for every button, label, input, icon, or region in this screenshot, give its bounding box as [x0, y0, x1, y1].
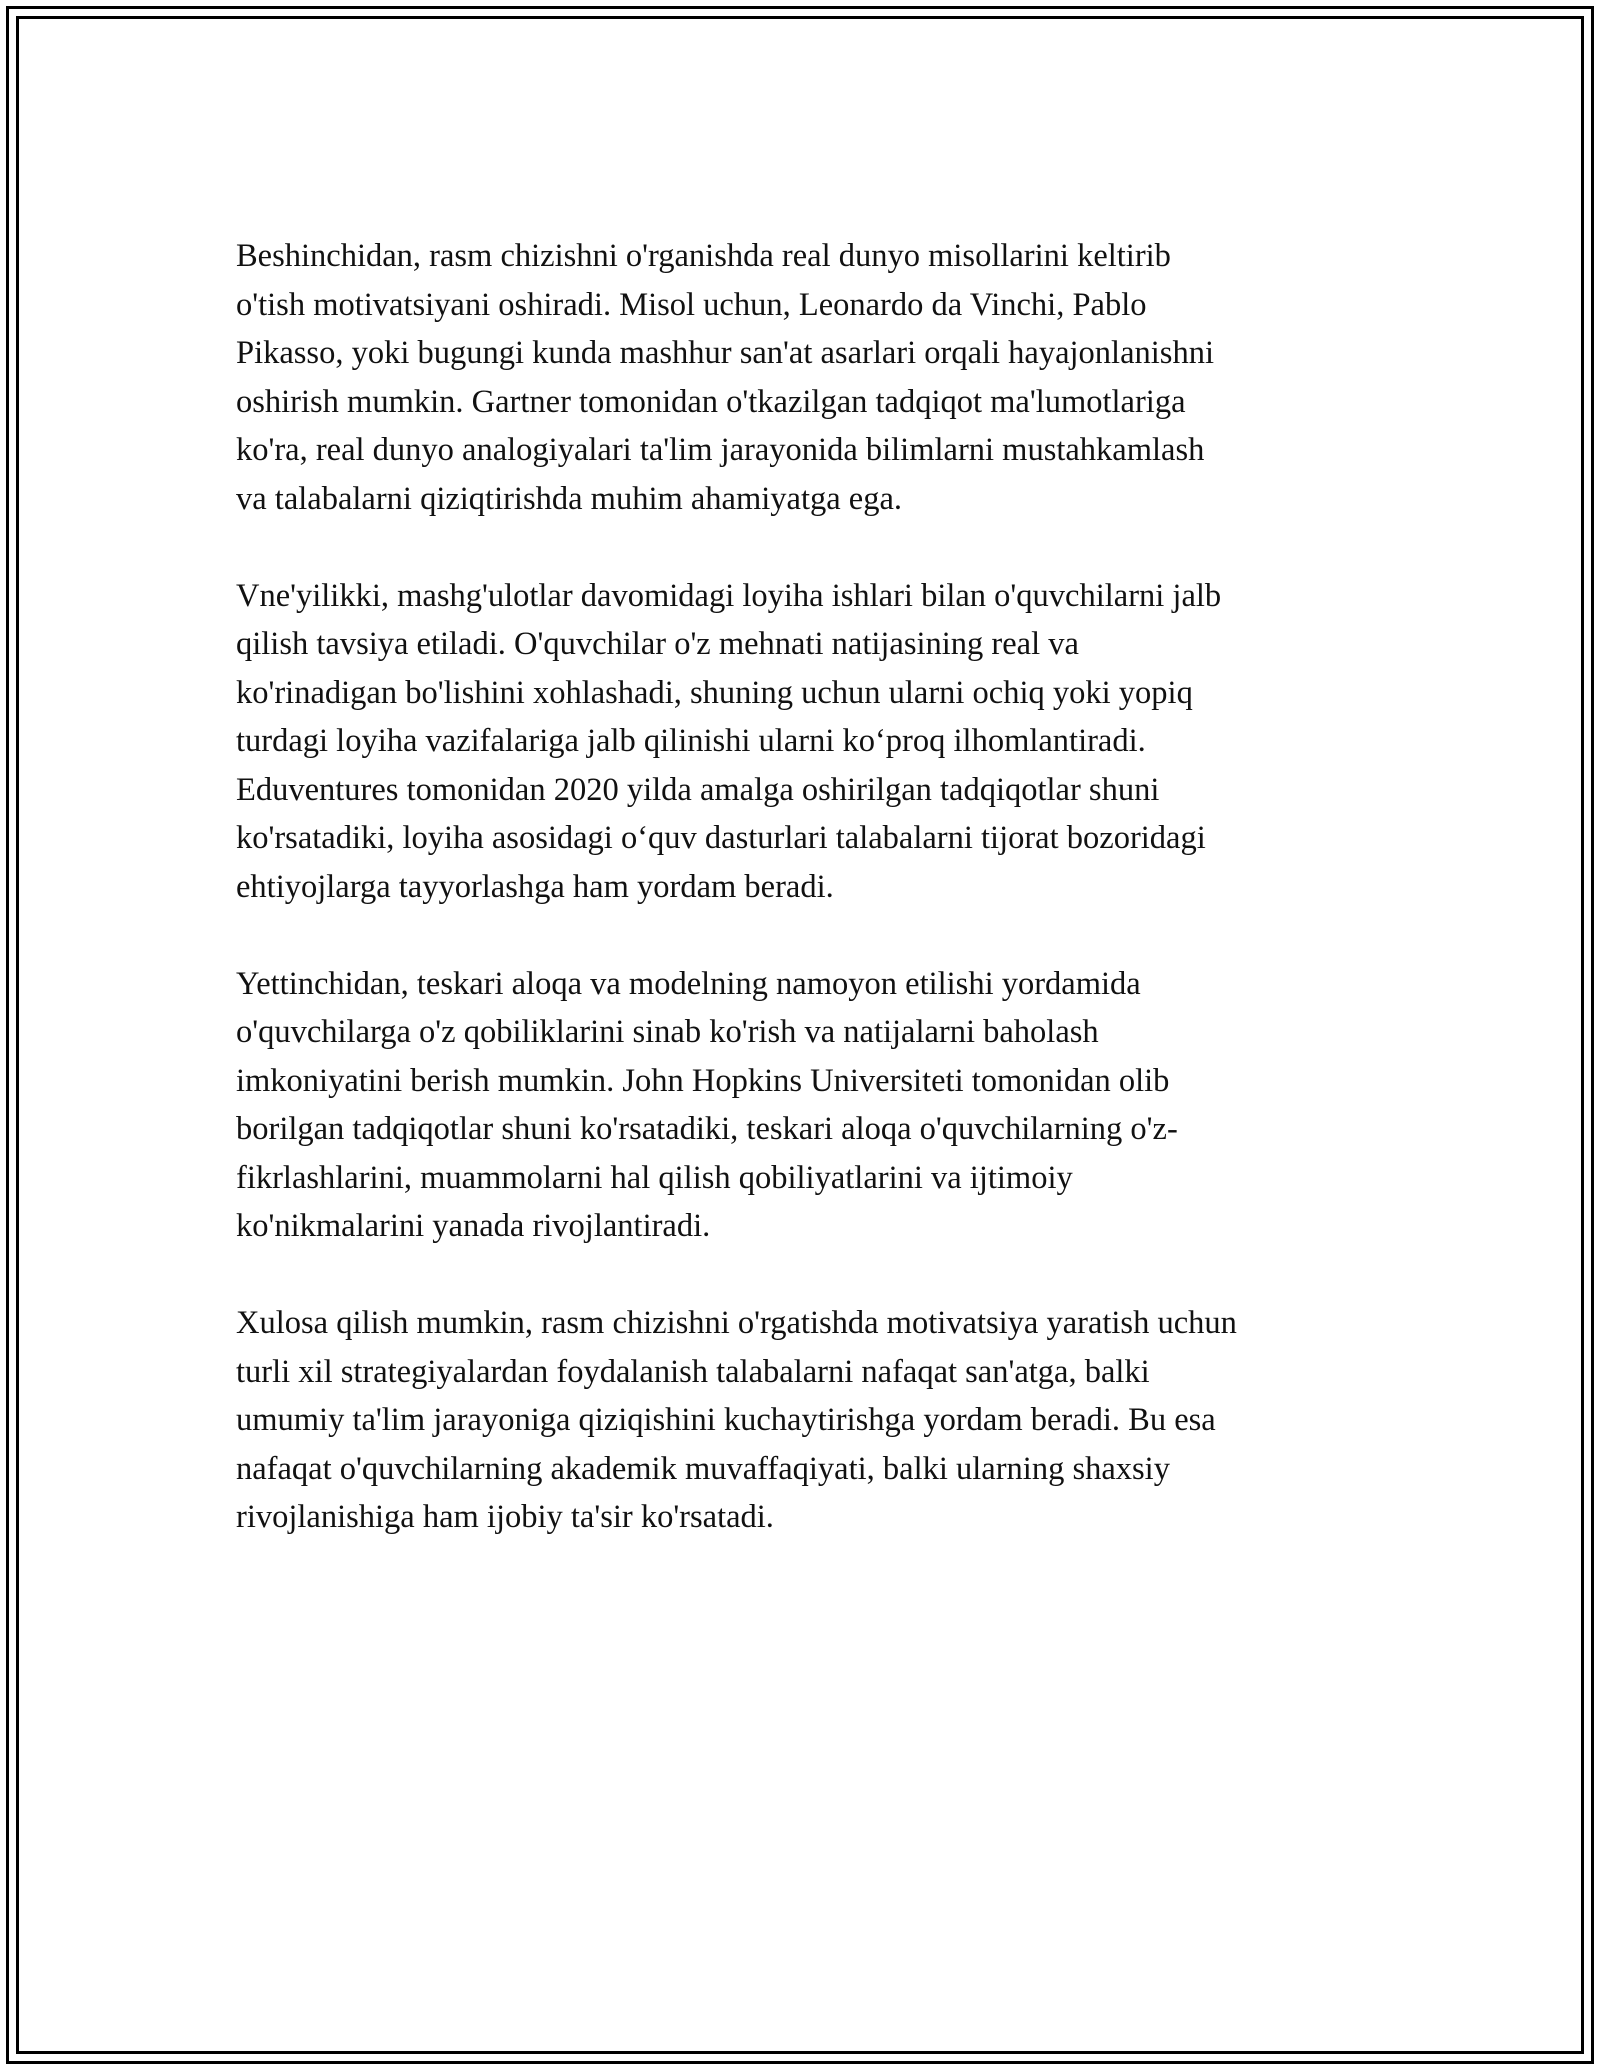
- paragraph-3: Yettinchidan, teskari aloqa va modelning namoyon etilishi yordamida o'quvchilarga o'z qobiliklarini sinab ko'rish va natijalarni baholash imkoniyatini berish mumkin. John Hopkins Universiteti tomonidan olib borilgan tadqiqotlar shuni ko'rsatadiki, teskari aloqa o'quvchilarning o'z- fikrlashlarini, muammolarni hal qilish qobiliyatlarini va ijtimoiy ko'nikmalarini yanada rivojlantiradi.: [236, 965, 1178, 1244]
- paragraph-1: Beshinchidan, rasm chizishni o'rganishda real dunyo misollarini keltirib o'tish motivatsiyani oshiradi. Misol uchun, Leonardo da Vinchi, Pablo Pikasso, yoki bugungi kunda mashhur san'at asarlari orqali hayajonlanishni oshirish mumkin. Gartner tomonidan o'tkazilgan tadqiqot ma'lumotlariga ko'ra, real dunyo analogiyalari ta'lim jarayonida bilimlarni mustahkamlash va talabalarni qiziqtirishda muhim ahamiyatga ega.: [236, 238, 1214, 517]
- paragraph-4: Xulosa qilish mumkin, rasm chizishni o'rgatishda motivatsiya yaratish uchun turli xil strategiyalardan foydalanish talabalarni nafaqat san'atga, balki umumiy ta'lim jarayoniga qiziqishini kuchaytirishga yordam beradi. Bu esa nafaqat o'quvchilarning akademik muvaffaqiyati, balki ularning shaxsiy rivojlanishiga ham ijobiy ta'sir ko'rsatadi.: [236, 1305, 1237, 1535]
- paragraph-2: Vne'yilikki, mashg'ulotlar davomidagi loyiha ishlari bilan o'quvchilarni jalb qilish tavsiya etiladi. O'quvchilar o'z mehnati natijasining real va ko'rinadigan bo'lishini xohlashadi, shuning uchun ularni ochiq yoki yopiq turdagi loyiha vazifalariga jalb qilinishi ularni ko‘proq ilhomlantiradi. Eduventures tomonidan 2020 yilda amalga oshirilgan tadqiqotlar shuni ko'rsatadiki, loyiha asosidagi o‘quv dasturlari talabalarni tijorat bozoridagi ehtiyojlarga tayyorlashga ham yordam beradi.: [236, 577, 1222, 905]
- document-body: [236, 232, 1381, 1590]
